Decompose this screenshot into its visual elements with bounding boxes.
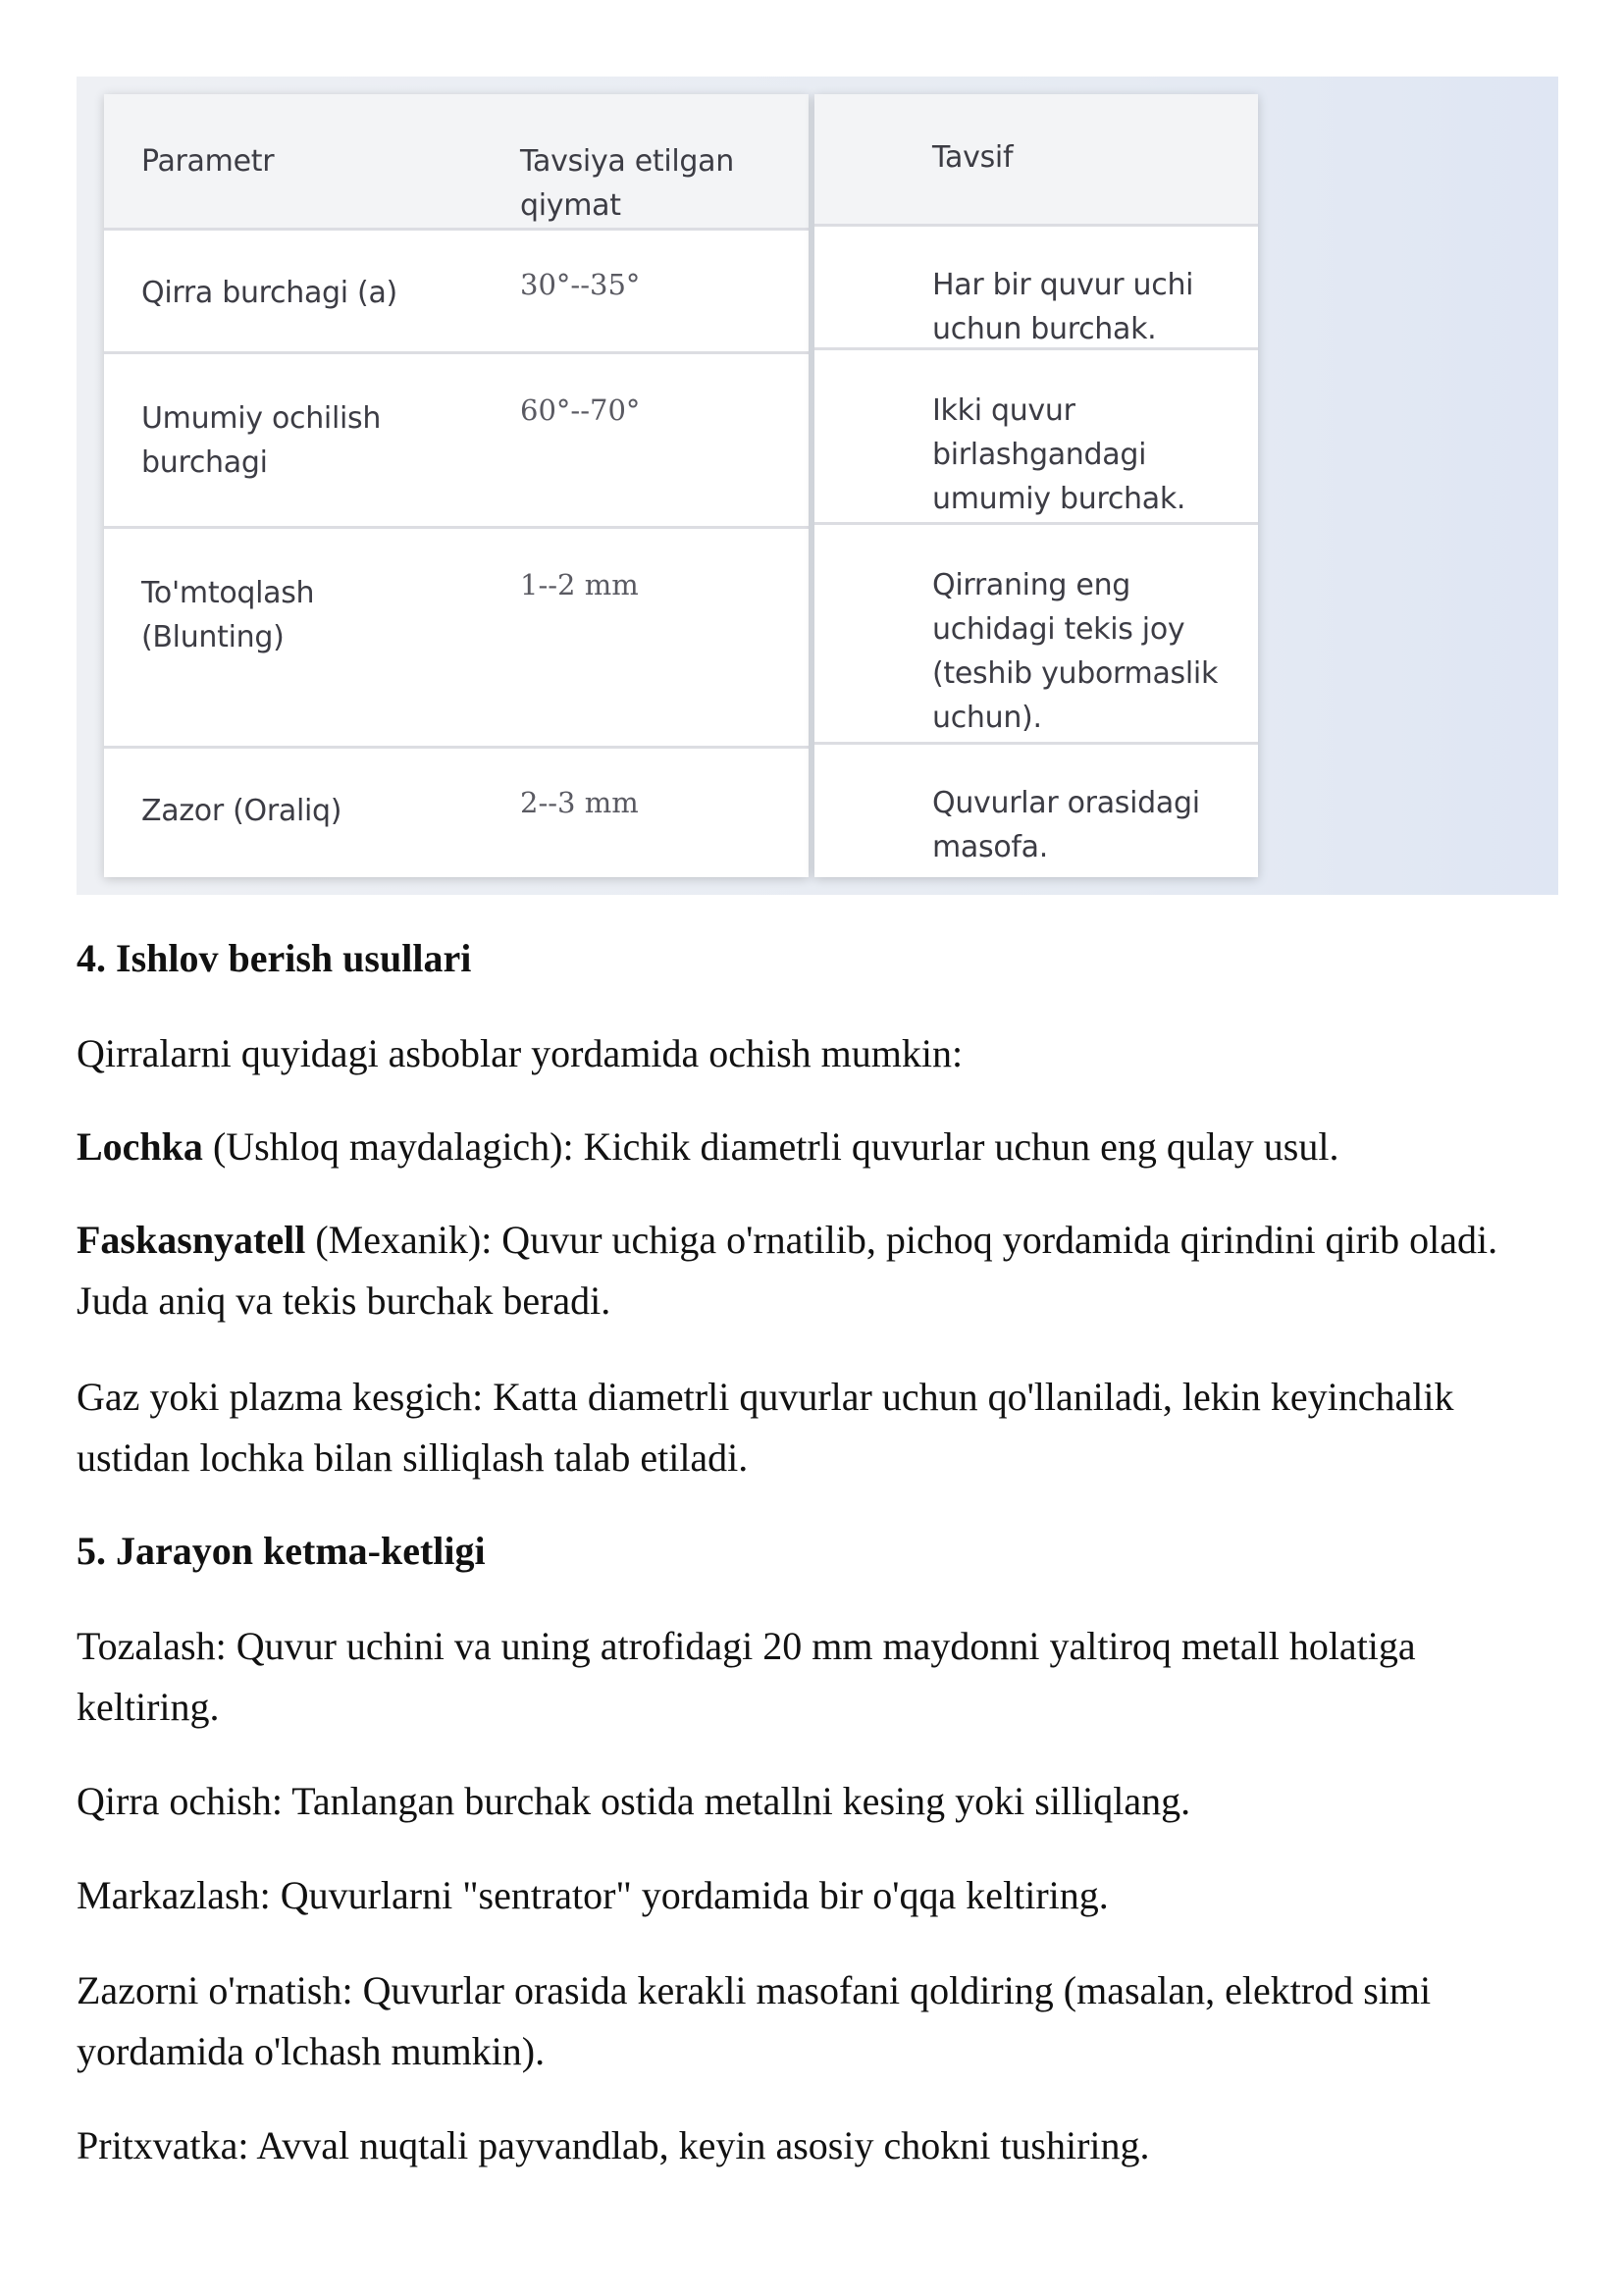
step-markazlash: Markazlash: Quvurlarni "sentrator" yordamida bir o'qqa keltiring.	[77, 1873, 1109, 1917]
row3-value: 1--2 mm	[520, 568, 639, 601]
row2-value: 60°--70°	[520, 393, 641, 427]
row1-desc-line1: Har bir quvur uchi	[932, 268, 1194, 302]
row3-param-line1: To'mtoqlash	[141, 576, 315, 610]
row3-desc-line1: Qirraning eng	[932, 568, 1131, 602]
step-zazor: Zazorni o'rnatish: Quvurlar orasida kerakli masofani qoldiring (masalan, elektrod simi yordamida o'lchash mumkin).	[77, 1968, 1432, 2073]
row2-desc-line3: umumiy burchak.	[932, 482, 1186, 516]
row2-desc-line2: birlashgandagi	[932, 438, 1147, 472]
method-gas-plasma	[77, 1367, 1558, 1488]
method-description: (Ushloq maydalagich): Kichik diametrli quvurlar uchun eng qulay usul.	[202, 1124, 1339, 1169]
header-value-line2: qiymat	[520, 188, 621, 223]
header-tavsif: Tavsif	[932, 140, 1014, 175]
method-description: Gaz yoki plazma kesgich: Katta diametrli quvurlar uchun qo'llaniladi, lekin keyinchalik ustidan lochka bilan silliqlash talab etiladi.	[77, 1375, 1454, 1480]
row-divider	[814, 224, 1258, 227]
section4-intro: Qirralarni quyidagi asboblar yordamida ochish mumkin:	[77, 1031, 964, 1075]
row-divider	[104, 526, 809, 529]
step-qirra-ochish: Qirra ochish: Tanlangan burchak ostida metallni kesing yoki silliqlang.	[77, 1779, 1191, 1823]
row-divider	[814, 522, 1258, 525]
row4-param: Zazor (Oraliq)	[141, 794, 342, 828]
header-parametr: Parametr	[141, 144, 275, 179]
row2-param-line2: burchagi	[141, 445, 268, 480]
row3-desc-line2: uchidagi tekis joy	[932, 612, 1185, 647]
section5-heading: 5. Jarayon ketma-ketligi	[77, 1529, 486, 1573]
section4-heading: 4. Ishlov berish usullari	[77, 936, 472, 980]
row-divider	[104, 351, 809, 354]
row2-param-line1: Umumiy ochilish	[141, 401, 382, 436]
row4-desc-line1: Quvurlar orasidagi	[932, 786, 1200, 820]
row1-desc-line2: uchun burchak.	[932, 312, 1157, 346]
method-name: Faskasnyatell	[77, 1218, 306, 1262]
row1-param: Qirra burchagi (a)	[141, 276, 397, 310]
row1-value: 30°--35°	[520, 268, 641, 301]
parameter-table-image	[77, 77, 1558, 895]
table-header-bg	[814, 94, 1258, 224]
row3-desc-line4: uchun).	[932, 701, 1042, 735]
row-divider	[814, 742, 1258, 745]
method-name: Lochka	[77, 1124, 203, 1169]
table-right-card	[814, 94, 1258, 877]
header-value-line1: Tavsiya etilgan	[520, 144, 734, 179]
row3-desc-line3: (teshib yubormaslik	[932, 656, 1219, 691]
row-divider	[104, 228, 809, 231]
row-divider	[104, 746, 809, 749]
method-description: (Mexanik): Quvur uchiga o'rnatilib, pichoq yordamida qirindini qirib oladi. Juda aniq va tekis burchak beradi.	[77, 1218, 1498, 1323]
row4-desc-line2: masofa.	[932, 830, 1048, 864]
method-lochka	[77, 1117, 1558, 1177]
row2-desc-line1: Ikki quvur	[932, 393, 1075, 428]
table-left-card	[104, 94, 809, 877]
step-pritxvatka: Pritxvatka: Avval nuqtali payvandlab, keyin asosiy chokni tushiring.	[77, 2123, 1150, 2167]
step-tozalash: Tozalash: Quvur uchini va uning atrofidagi 20 mm maydonni yaltiroq metall holatiga keltiring.	[77, 1624, 1416, 1729]
row4-value: 2--3 mm	[520, 786, 639, 819]
method-faskasnyatell	[77, 1210, 1558, 1331]
row3-param-line2: (Blunting)	[141, 620, 285, 654]
